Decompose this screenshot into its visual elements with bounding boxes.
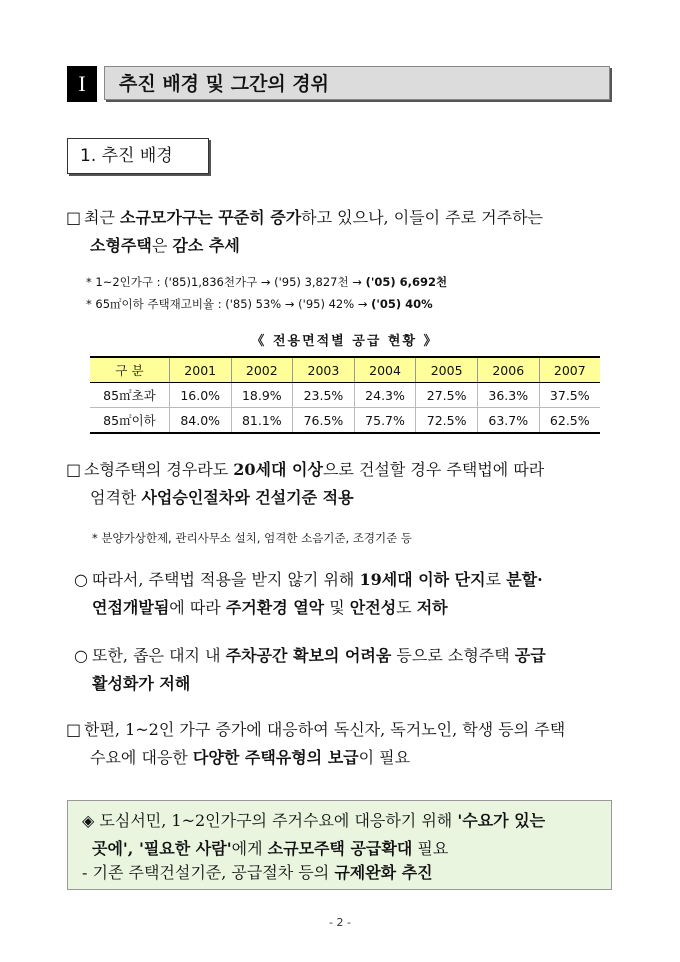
table-cell: 62.5% xyxy=(539,408,600,434)
table-header: 2004 xyxy=(354,357,416,383)
table-cell: 84.0% xyxy=(169,408,231,434)
table-cell: 37.5% xyxy=(539,383,600,408)
table-caption: 《 전용면적별 공급 현황 》 xyxy=(251,334,439,349)
summary-box xyxy=(67,800,612,890)
table-cell: 63.7% xyxy=(477,408,539,434)
table-header: 2003 xyxy=(293,357,355,383)
table-row xyxy=(90,408,600,434)
note-housing-ratio: * 65㎡이하 주택재고비율 : ('85) 53% → ('95) 42% → ('05) 40% xyxy=(86,297,433,311)
table-cell: 27.5% xyxy=(416,383,478,408)
table-header: 2006 xyxy=(477,357,539,383)
summary-line-2: - 기존 주택건설기준, 공급절차 등의 규제완화 추진 xyxy=(82,863,433,882)
page-number: - 2 - xyxy=(329,916,351,929)
table-header: 구 분 xyxy=(90,357,169,383)
table-cell: 24.3% xyxy=(354,383,416,408)
summary-line-1: ◈ 도심서민, 1~2인가구의 주거수요에 대응하기 위해 '수요가 있는 곳에', '필요한 사람'에게 소규모주택 공급확대 필요 xyxy=(82,811,546,858)
table-cell: 18.9% xyxy=(231,383,293,408)
table-row xyxy=(90,383,600,408)
table-header-row xyxy=(90,357,600,383)
note-household-stats: * 1~2인가구 : ('85)1,836천가구 → ('95) 3,827천 → ('05) 6,692천 xyxy=(86,275,448,289)
table-cell: 36.3% xyxy=(477,383,539,408)
section-title: 추진 배경 및 그간의 경위 xyxy=(104,66,610,100)
section-number: I xyxy=(67,66,97,102)
square-bullet: □ xyxy=(66,720,82,739)
table-cell: 76.5% xyxy=(293,408,355,434)
circle-bullet: ○ xyxy=(74,570,88,589)
paragraph-approval-process: □ 소형주택의 경우라도 20세대 이상으로 건설할 경우 주택법에 따라 엄격한 사업승인절차와 건설기준 적용 xyxy=(66,456,616,512)
supply-table xyxy=(90,356,600,434)
table-header: 2001 xyxy=(169,357,231,383)
square-bullet: □ xyxy=(66,208,82,227)
table-header: 2007 xyxy=(539,357,600,383)
square-bullet: □ xyxy=(66,460,82,479)
circle-bullet: ○ xyxy=(74,646,88,665)
diamond-bullet-icon: ◈ xyxy=(82,811,95,830)
table-cell: 85㎡이하 xyxy=(90,408,169,434)
table-cell: 23.5% xyxy=(293,383,355,408)
paragraph-diverse-housing: □ 한편, 1~2인 가구 증가에 대응하여 독신자, 독거노인, 학생 등의 주택 수요에 대응한 다양한 주택유형의 보급이 필요 xyxy=(66,716,616,772)
subsection-title: 1. 추진 배경 xyxy=(67,138,209,174)
table-header: 2002 xyxy=(231,357,293,383)
table-header: 2005 xyxy=(416,357,478,383)
note-regulations: * 분양가상한제, 관리사무소 설치, 엄격한 소음기준, 조경기준 등 xyxy=(92,531,413,545)
paragraph-small-complex: ○ 따라서, 주택법 적용을 받지 않기 위해 19세대 이하 단지로 분할· 연접개발됨에 따라 주거환경 열악 및 안전성도 저하 xyxy=(74,566,619,622)
table-cell: 16.0% xyxy=(169,383,231,408)
paragraph-parking: ○ 또한, 좁은 대지 내 주차공간 확보의 어려움 등으로 소형주택 공급 활성화가 저해 xyxy=(74,642,619,698)
paragraph-small-households: □ 최근 소규모가구는 꾸준히 증가하고 있으나, 이들이 주로 거주하는 소형주택은 감소 추세 xyxy=(66,204,616,260)
table-cell: 81.1% xyxy=(231,408,293,434)
table-cell: 72.5% xyxy=(416,408,478,434)
table-cell: 85㎡초과 xyxy=(90,383,169,408)
table-cell: 75.7% xyxy=(354,408,416,434)
